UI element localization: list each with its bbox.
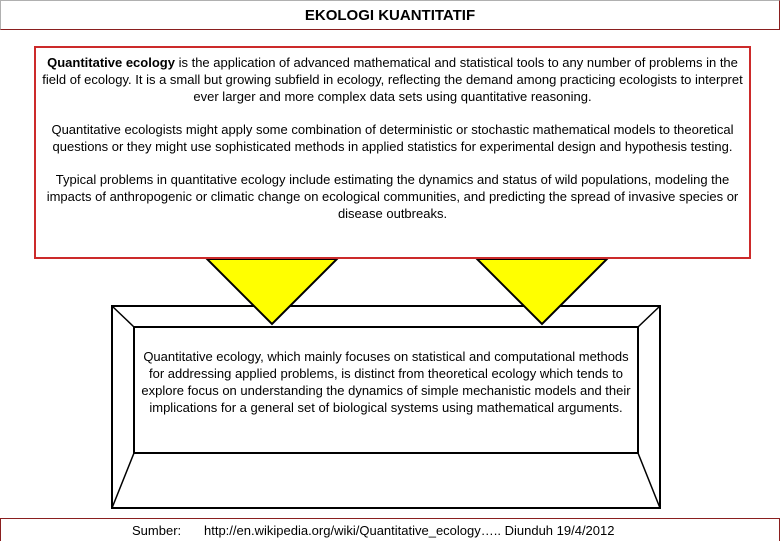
- definition-box: [34, 46, 751, 259]
- page-title: EKOLOGI KUANTITATIF: [0, 0, 780, 30]
- definition-paragraph: [42, 54, 743, 105]
- definition-text: is the application of advanced mathematical and statistical tools to any number of problems in the field of ecology. It is a small but growing subfield in ecology, reflecting the demand among practicing ecologists to interpret ever larger and more complex data sets using quantitative reasoning.: [42, 55, 743, 104]
- methods-paragraph: Quantitative ecologists might apply some combination of deterministic or stochastic mathematical models to theoretical questions or they might use sophisticated methods in applied statistics for experimental design and hypothesis testing.: [51, 122, 734, 154]
- problems-paragraph: Typical problems in quantitative ecology include estimating the dynamics and status of wild populations, modeling the impacts of anthropogenic or climatic change on ecological communities, and predicting the spread of invasive species or disease outbreaks.: [46, 172, 739, 221]
- down-arrow-left-icon: [205, 258, 339, 326]
- key-term: Quantitative ecology: [47, 55, 175, 70]
- source-footer: [0, 518, 780, 541]
- down-arrow-right-icon: [475, 258, 609, 326]
- source-link[interactable]: http://en.wikipedia.org/wiki/Quantitative_ecology….. Diunduh 19/4/2012: [204, 523, 615, 538]
- comparison-text: Quantitative ecology, which mainly focuses on statistical and computational methods for addressing applied problems, is distinct from theoretical ecology which tends to explore focus on understanding the dynamics of simple mechanistic models and their implications for a general set of biological systems using mathematical arguments.: [141, 349, 631, 415]
- source-label: Sumber:: [132, 523, 182, 538]
